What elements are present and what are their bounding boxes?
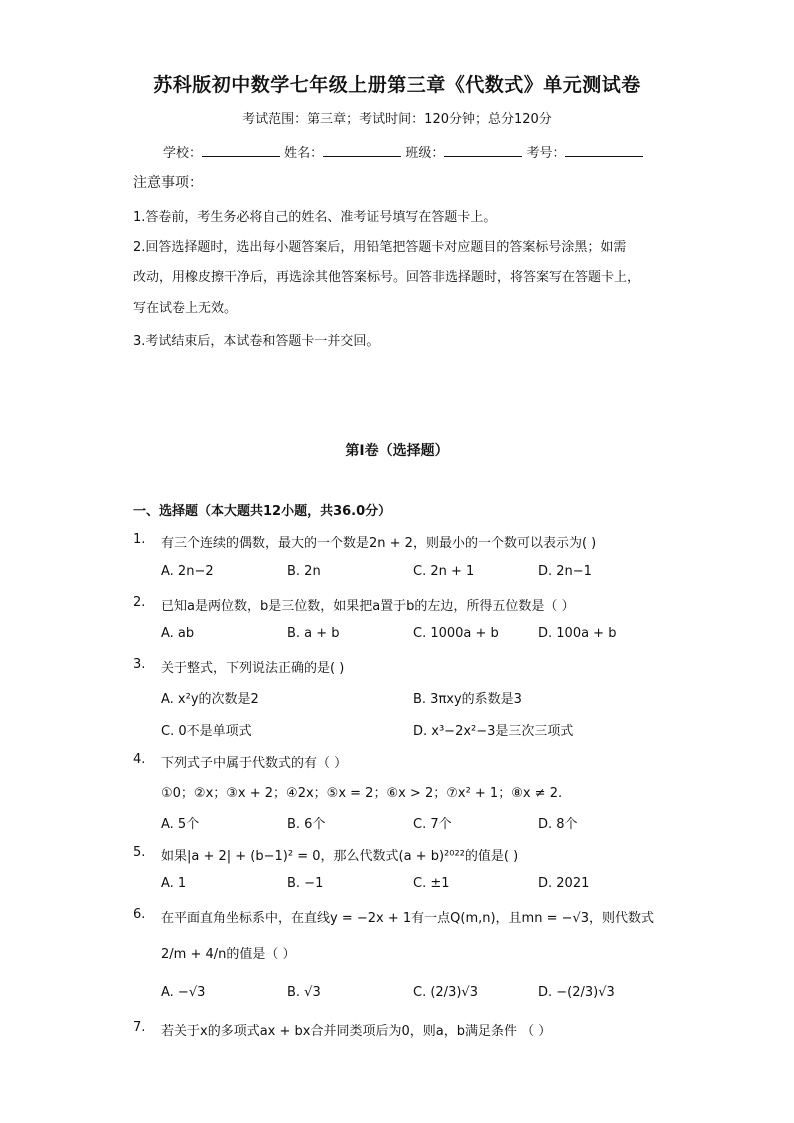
option-d[interactable]: D. −(2/3)√3 [538, 985, 615, 1000]
exam-title: 苏科版初中数学七年级上册第三章《代数式》单元测试卷 [153, 74, 641, 96]
option-a[interactable]: A. x²y的次数是2 [161, 692, 259, 707]
question-number: 5. [133, 845, 146, 860]
class-label: 班级： [405, 146, 445, 161]
option-c[interactable]: C. ±1 [413, 876, 450, 891]
question-number: 3. [133, 657, 146, 672]
question-text: 已知a是两位数，b是三位数，如果把a置于b的左边，所得五位数是（ ） [161, 599, 575, 614]
option-a[interactable]: A. −√3 [161, 985, 206, 1000]
name-blank[interactable] [323, 144, 401, 157]
notes-heading: 注意事项： [133, 175, 203, 191]
option-c[interactable]: C. 2n + 1 [413, 564, 475, 579]
question-text: 关于整式，下列说法正确的是( ) [161, 661, 345, 676]
option-b[interactable]: B. √3 [287, 985, 321, 1000]
option-a[interactable]: A. ab [161, 626, 195, 641]
question-number: 7. [133, 1020, 146, 1035]
info-fields [163, 142, 643, 161]
option-a[interactable]: A. 2n−2 [161, 564, 214, 579]
option-b[interactable]: B. 3πxy的系数是3 [413, 692, 522, 707]
note-item: 2.回答选择题时，选出每小题答案后，用铅笔把答题卡对应题目的答案标号涂黑；如需 [133, 240, 627, 255]
note-item: 3.考试结束后，本试卷和答题卡一并交回。 [133, 334, 380, 349]
option-d[interactable]: D. 2021 [538, 876, 590, 891]
option-c[interactable]: C. (2/3)√3 [413, 985, 478, 1000]
class-blank[interactable] [444, 144, 522, 157]
option-d[interactable]: D. 100a + b [538, 626, 617, 641]
school-label: 学校： [163, 146, 203, 161]
section-title: 一、选择题（本大题共12小题，共36.0分） [133, 504, 392, 519]
part-title: 第I卷（选择题） [345, 443, 449, 459]
option-b[interactable]: B. a + b [287, 626, 340, 641]
name-label: 姓名： [284, 146, 324, 161]
option-a[interactable]: A. 5个 [161, 817, 200, 832]
option-c[interactable]: C. 7个 [413, 817, 452, 832]
question-number: 4. [133, 752, 146, 767]
question-text: 有三个连续的偶数，最大的一个数是2n + 2，则最小的一个数可以表示为( ) [161, 536, 597, 551]
question-text: 若关于x的多项式ax + bx合并同类项后为0，则a，b满足条件 （ ） [161, 1024, 552, 1039]
school-blank[interactable] [202, 144, 280, 157]
question-text: 2/m + 4/n的值是（ ） [161, 947, 296, 962]
question-text: 如果|a + 2| + (b−1)² = 0，那么代数式(a + b)²⁰²²的值是( ) [161, 849, 519, 864]
question-text: 下列式子中属于代数式的有（ ） [161, 756, 348, 771]
question-text: ①0；②x；③x + 2；④2x；⑤x = 2；⑥x > 2；⑦x² + 1；⑧x ≠ 2. [161, 786, 563, 801]
question-number: 6. [133, 907, 146, 922]
exam-subtitle: 考试范围：第三章；考试时间：120分钟；总分120分 [242, 112, 552, 127]
option-b[interactable]: B. 6个 [287, 817, 326, 832]
option-c[interactable]: C. 1000a + b [413, 626, 499, 641]
exam-number-label: 考号： [526, 146, 566, 161]
note-item: 写在试卷上无效。 [133, 301, 238, 316]
option-d[interactable]: D. x³−2x²−3是三次三项式 [413, 724, 574, 739]
question-text: 在平面直角坐标系中，在直线y = −2x + 1有一点Q(m,n)，且mn = −√3，则代数式 [161, 911, 655, 926]
option-b[interactable]: B. −1 [287, 876, 324, 891]
note-item: 1.答卷前，考生务必将自己的姓名、准考证号填写在答题卡上。 [133, 210, 497, 225]
note-item: 改动，用橡皮擦干净后，再选涂其他答案标号。回答非选择题时，将答案写在答题卡上， [133, 270, 641, 285]
option-d[interactable]: D. 8个 [538, 817, 578, 832]
option-b[interactable]: B. 2n [287, 564, 321, 579]
option-d[interactable]: D. 2n−1 [538, 564, 592, 579]
option-a[interactable]: A. 1 [161, 876, 187, 891]
question-number: 1. [133, 532, 146, 547]
exam-number-blank[interactable] [565, 144, 643, 157]
question-number: 2. [133, 595, 146, 610]
option-c[interactable]: C. 0不是单项式 [161, 724, 252, 739]
